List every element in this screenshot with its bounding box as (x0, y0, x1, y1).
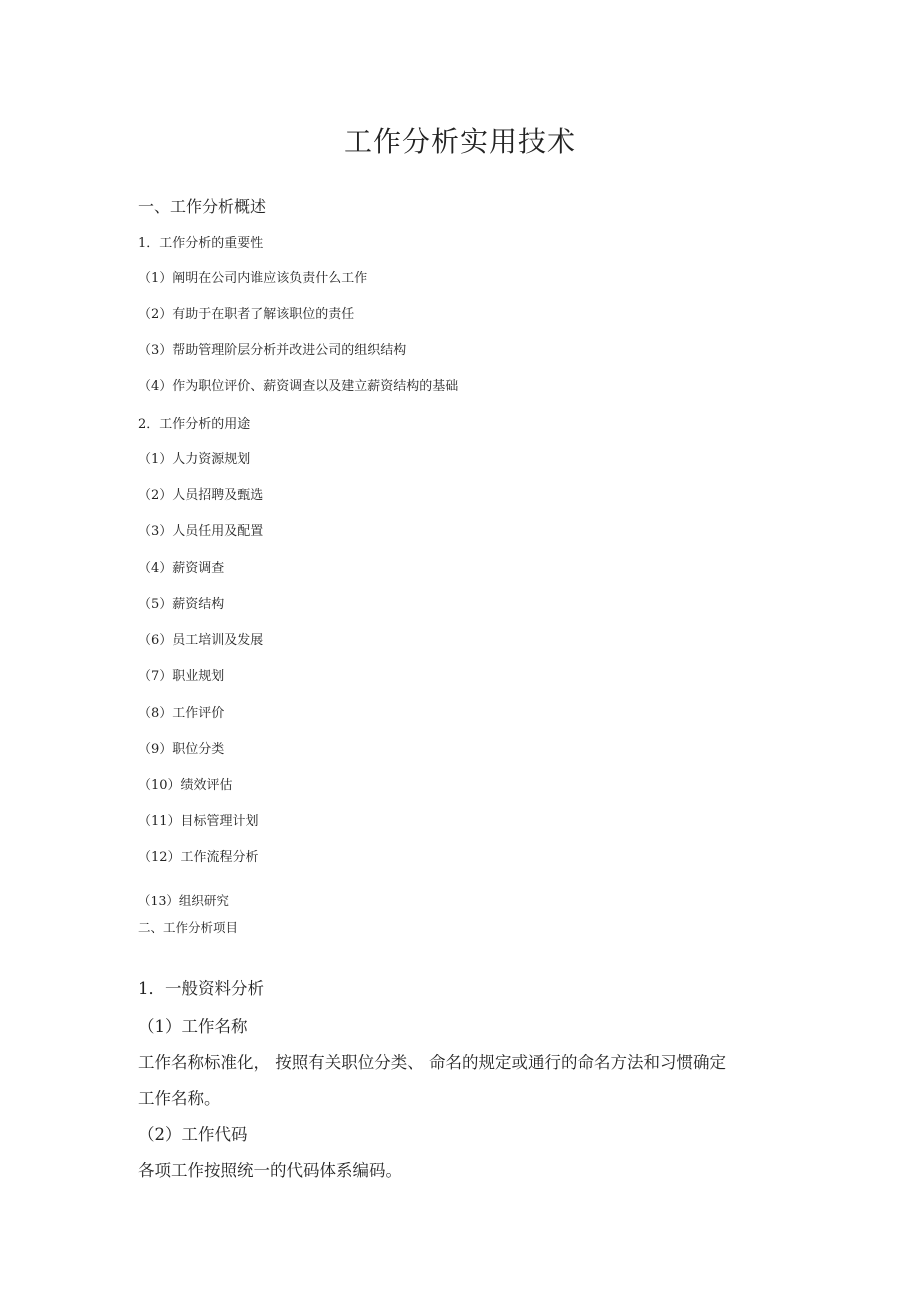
list-item: （4）薪资调查 (138, 561, 225, 576)
list-item: （9）职位分类 (138, 742, 225, 757)
list-item: （4）作为职位评价、薪资调查以及建立薪资结构的基础 (138, 379, 459, 394)
list-item: （7）职业规划 (138, 669, 225, 684)
section1-sub1-heading: 1．工作分析的重要性 (138, 236, 264, 251)
section2-heading: 二、工作分析项目 (138, 920, 239, 935)
list-item: （8）工作评价 (138, 706, 225, 721)
list-item: （13）组织研究 (138, 893, 229, 908)
section1-sub2-heading: 2．工作分析的用途 (138, 417, 251, 432)
page-title: 工作分析实用技术 (343, 125, 576, 158)
item1-heading: （1）工作名称 (138, 1017, 248, 1036)
list-item: （3）帮助管理阶层分析并改进公司的组织结构 (138, 343, 407, 358)
list-item: （5）薪资结构 (138, 597, 225, 612)
list-item: （2）人员招聘及甄选 (138, 488, 264, 503)
list-item: （3）人员任用及配置 (138, 524, 264, 539)
paragraph-line: 工作名称。 (138, 1089, 221, 1108)
list-item: （1）阐明在公司内谁应该负责什么工作 (138, 271, 368, 286)
list-item: （1）人力资源规划 (138, 452, 251, 467)
paragraph-line: 工作名称标准化， 按照有关职位分类、 命名的规定或通行的命名方法和习惯确定 (138, 1053, 726, 1072)
paragraph-line: 各项工作按照统一的代码体系编码。 (138, 1161, 402, 1180)
item2-heading: （2）工作代码 (138, 1125, 248, 1144)
section1-heading: 一、工作分析概述 (138, 197, 267, 216)
list-item: （2）有助于在职者了解该职位的责任 (138, 307, 355, 322)
list-item: （12）工作流程分析 (138, 850, 259, 865)
list-item: （10）绩效评估 (138, 778, 233, 793)
section2-sub1-heading: 1．一般资料分析 (138, 979, 264, 998)
list-item: （11）目标管理计划 (138, 814, 259, 829)
list-item: （6）员工培训及发展 (138, 633, 264, 648)
